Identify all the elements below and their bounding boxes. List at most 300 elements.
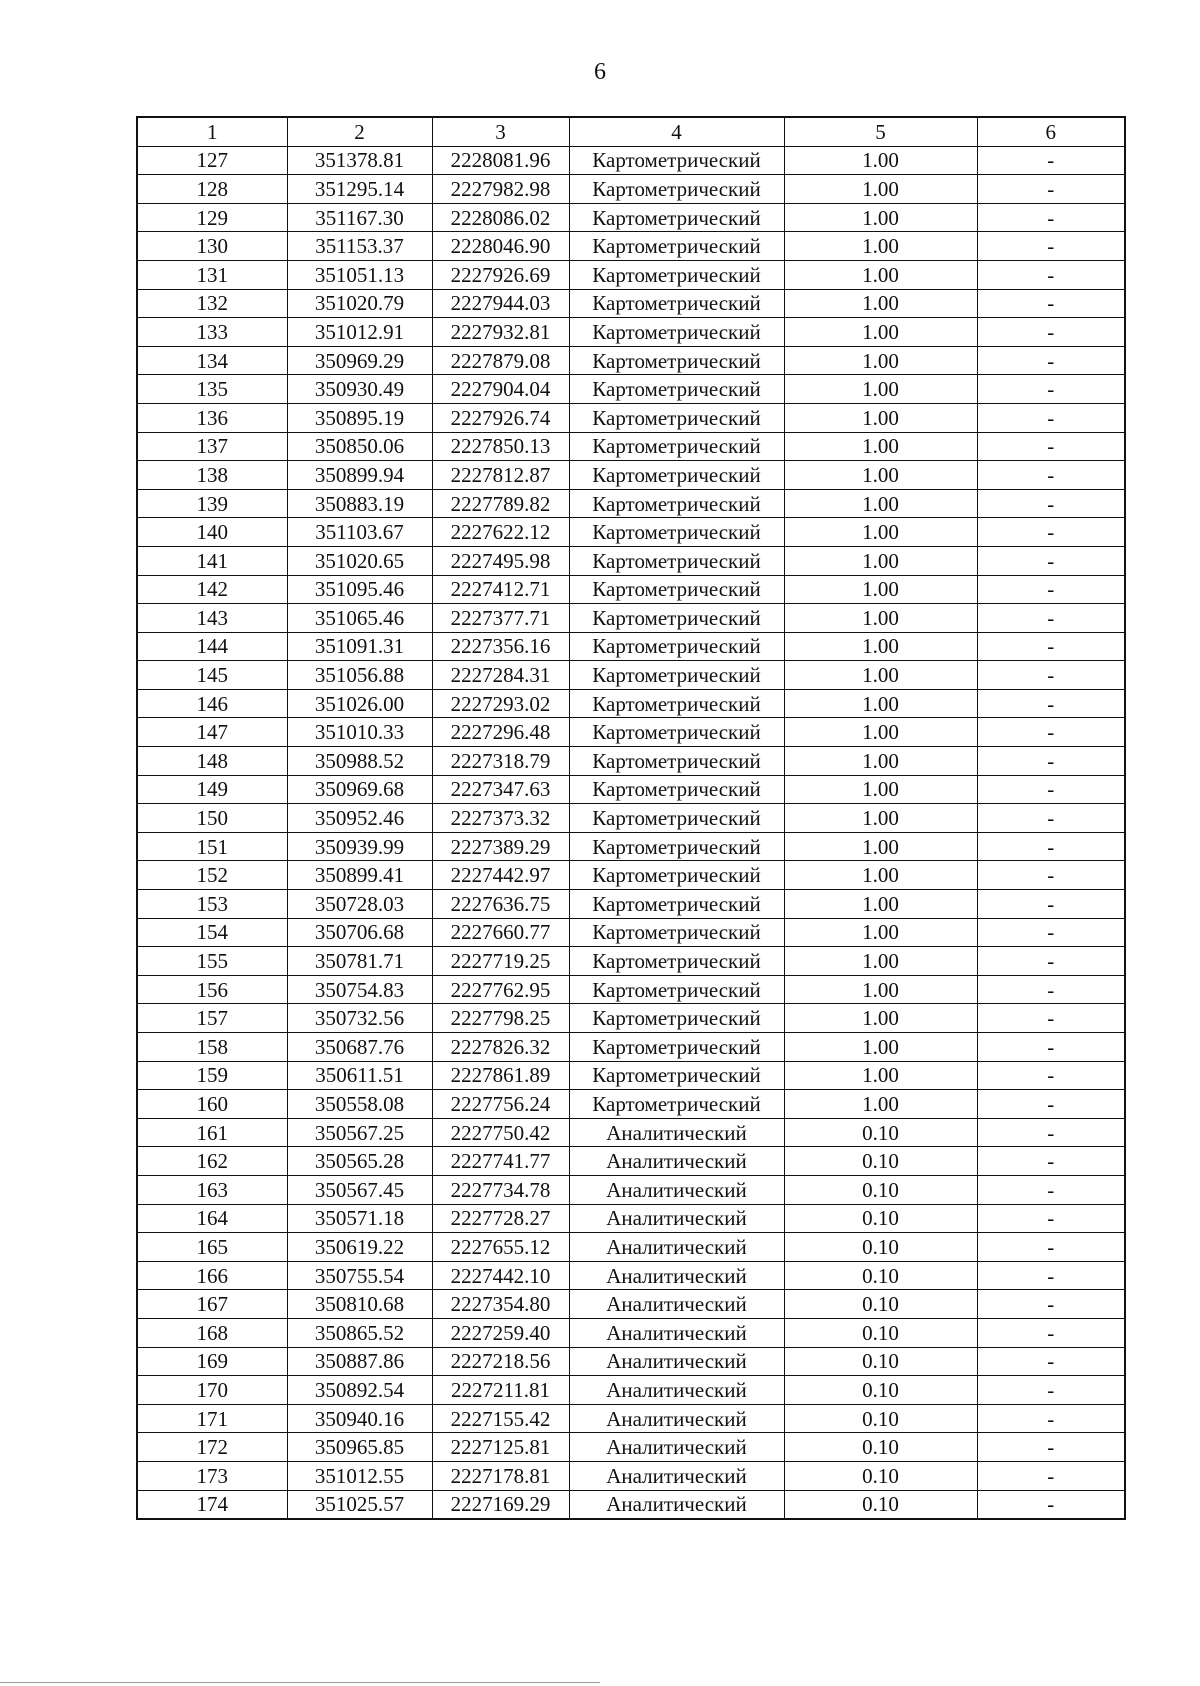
- point-number-cell: 149: [137, 775, 287, 804]
- table-row: [137, 1318, 1125, 1347]
- accuracy-cell: 0.10: [784, 1318, 977, 1347]
- method-cell: Картометрический: [569, 175, 784, 204]
- accuracy-cell: 1.00: [784, 575, 977, 604]
- method-cell: Аналитический: [569, 1404, 784, 1433]
- y-coordinate-cell: 2227861.89: [432, 1061, 569, 1090]
- description-cell: -: [977, 461, 1125, 490]
- table-row: [137, 832, 1125, 861]
- point-number-cell: 150: [137, 804, 287, 833]
- method-cell: Аналитический: [569, 1175, 784, 1204]
- table-row: [137, 232, 1125, 261]
- header-cell-6: 6: [977, 117, 1125, 146]
- method-cell: Аналитический: [569, 1261, 784, 1290]
- accuracy-cell: 1.00: [784, 461, 977, 490]
- x-coordinate-cell: 351010.33: [287, 718, 432, 747]
- y-coordinate-cell: 2227719.25: [432, 947, 569, 976]
- method-cell: Аналитический: [569, 1490, 784, 1519]
- point-number-cell: 146: [137, 689, 287, 718]
- table-row: [137, 689, 1125, 718]
- point-number-cell: 170: [137, 1376, 287, 1405]
- x-coordinate-cell: 350850.06: [287, 432, 432, 461]
- accuracy-cell: 0.10: [784, 1461, 977, 1490]
- description-cell: -: [977, 1147, 1125, 1176]
- accuracy-cell: 1.00: [784, 1004, 977, 1033]
- point-number-cell: 141: [137, 546, 287, 575]
- table-row: [137, 375, 1125, 404]
- y-coordinate-cell: 2227259.40: [432, 1318, 569, 1347]
- header-cell-2: 2: [287, 117, 432, 146]
- table-header: [137, 117, 1125, 146]
- method-cell: Картометрический: [569, 632, 784, 661]
- method-cell: Картометрический: [569, 661, 784, 690]
- point-number-cell: 137: [137, 432, 287, 461]
- table-row: [137, 947, 1125, 976]
- description-cell: -: [977, 432, 1125, 461]
- accuracy-cell: 1.00: [784, 1033, 977, 1062]
- description-cell: -: [977, 1061, 1125, 1090]
- x-coordinate-cell: 350899.94: [287, 461, 432, 490]
- description-cell: -: [977, 1004, 1125, 1033]
- x-coordinate-cell: 350706.68: [287, 918, 432, 947]
- description-cell: -: [977, 1404, 1125, 1433]
- description-cell: -: [977, 718, 1125, 747]
- description-cell: -: [977, 1118, 1125, 1147]
- x-coordinate-cell: 350865.52: [287, 1318, 432, 1347]
- description-cell: -: [977, 289, 1125, 318]
- y-coordinate-cell: 2227904.04: [432, 375, 569, 404]
- point-number-cell: 174: [137, 1490, 287, 1519]
- description-cell: -: [977, 1461, 1125, 1490]
- x-coordinate-cell: 351012.91: [287, 318, 432, 347]
- y-coordinate-cell: 2227982.98: [432, 175, 569, 204]
- x-coordinate-cell: 351167.30: [287, 203, 432, 232]
- method-cell: Картометрический: [569, 747, 784, 776]
- x-coordinate-cell: 350728.03: [287, 890, 432, 919]
- y-coordinate-cell: 2227636.75: [432, 890, 569, 919]
- x-coordinate-cell: 350969.68: [287, 775, 432, 804]
- accuracy-cell: 0.10: [784, 1175, 977, 1204]
- x-coordinate-cell: 351065.46: [287, 604, 432, 633]
- method-cell: Картометрический: [569, 375, 784, 404]
- x-coordinate-cell: 351295.14: [287, 175, 432, 204]
- y-coordinate-cell: 2227944.03: [432, 289, 569, 318]
- table-row: [137, 1175, 1125, 1204]
- point-number-cell: 160: [137, 1090, 287, 1119]
- accuracy-cell: 1.00: [784, 1090, 977, 1119]
- y-coordinate-cell: 2227318.79: [432, 747, 569, 776]
- table-row: [137, 1347, 1125, 1376]
- point-number-cell: 167: [137, 1290, 287, 1319]
- accuracy-cell: 0.10: [784, 1118, 977, 1147]
- description-cell: -: [977, 1433, 1125, 1462]
- accuracy-cell: 1.00: [784, 146, 977, 175]
- description-cell: -: [977, 1233, 1125, 1262]
- point-number-cell: 130: [137, 232, 287, 261]
- method-cell: Аналитический: [569, 1318, 784, 1347]
- y-coordinate-cell: 2227812.87: [432, 461, 569, 490]
- table-row: [137, 775, 1125, 804]
- description-cell: -: [977, 1033, 1125, 1062]
- accuracy-cell: 1.00: [784, 232, 977, 261]
- method-cell: Картометрический: [569, 918, 784, 947]
- coordinates-table: [136, 116, 1126, 1520]
- x-coordinate-cell: 351153.37: [287, 232, 432, 261]
- y-coordinate-cell: 2227284.31: [432, 661, 569, 690]
- accuracy-cell: 1.00: [784, 632, 977, 661]
- y-coordinate-cell: 2227293.02: [432, 689, 569, 718]
- description-cell: -: [977, 518, 1125, 547]
- description-cell: -: [977, 804, 1125, 833]
- accuracy-cell: 1.00: [784, 432, 977, 461]
- accuracy-cell: 1.00: [784, 775, 977, 804]
- x-coordinate-cell: 350988.52: [287, 747, 432, 776]
- y-coordinate-cell: 2228046.90: [432, 232, 569, 261]
- description-cell: -: [977, 975, 1125, 1004]
- y-coordinate-cell: 2227789.82: [432, 489, 569, 518]
- y-coordinate-cell: 2227211.81: [432, 1376, 569, 1405]
- y-coordinate-cell: 2227296.48: [432, 718, 569, 747]
- point-number-cell: 128: [137, 175, 287, 204]
- y-coordinate-cell: 2227734.78: [432, 1175, 569, 1204]
- table-row: [137, 661, 1125, 690]
- method-cell: Картометрический: [569, 346, 784, 375]
- table-row: [137, 1004, 1125, 1033]
- x-coordinate-cell: 350755.54: [287, 1261, 432, 1290]
- method-cell: Картометрический: [569, 890, 784, 919]
- table-row: [137, 918, 1125, 947]
- point-number-cell: 151: [137, 832, 287, 861]
- x-coordinate-cell: 350940.16: [287, 1404, 432, 1433]
- method-cell: Картометрический: [569, 861, 784, 890]
- method-cell: Картометрический: [569, 203, 784, 232]
- scan-edge-rule: [0, 1682, 600, 1683]
- method-cell: Картометрический: [569, 461, 784, 490]
- x-coordinate-cell: 351103.67: [287, 518, 432, 547]
- point-number-cell: 165: [137, 1233, 287, 1262]
- x-coordinate-cell: 350892.54: [287, 1376, 432, 1405]
- x-coordinate-cell: 350619.22: [287, 1233, 432, 1262]
- table-row: [137, 1147, 1125, 1176]
- point-number-cell: 169: [137, 1347, 287, 1376]
- accuracy-cell: 1.00: [784, 260, 977, 289]
- y-coordinate-cell: 2227155.42: [432, 1404, 569, 1433]
- point-number-cell: 136: [137, 403, 287, 432]
- method-cell: Картометрический: [569, 432, 784, 461]
- point-number-cell: 138: [137, 461, 287, 490]
- y-coordinate-cell: 2227412.71: [432, 575, 569, 604]
- x-coordinate-cell: 350567.25: [287, 1118, 432, 1147]
- table-row: [137, 975, 1125, 1004]
- table-row: [137, 1490, 1125, 1519]
- x-coordinate-cell: 350732.56: [287, 1004, 432, 1033]
- accuracy-cell: 0.10: [784, 1490, 977, 1519]
- x-coordinate-cell: 350965.85: [287, 1433, 432, 1462]
- description-cell: -: [977, 1090, 1125, 1119]
- description-cell: -: [977, 203, 1125, 232]
- y-coordinate-cell: 2227442.97: [432, 861, 569, 890]
- y-coordinate-cell: 2227750.42: [432, 1118, 569, 1147]
- header-cell-1: 1: [137, 117, 287, 146]
- y-coordinate-cell: 2227879.08: [432, 346, 569, 375]
- table-row: [137, 175, 1125, 204]
- y-coordinate-cell: 2228081.96: [432, 146, 569, 175]
- table-row: [137, 432, 1125, 461]
- point-number-cell: 164: [137, 1204, 287, 1233]
- table-row: [137, 489, 1125, 518]
- accuracy-cell: 1.00: [784, 804, 977, 833]
- description-cell: -: [977, 1318, 1125, 1347]
- point-number-cell: 135: [137, 375, 287, 404]
- method-cell: Картометрический: [569, 947, 784, 976]
- table-row: [137, 260, 1125, 289]
- y-coordinate-cell: 2227218.56: [432, 1347, 569, 1376]
- x-coordinate-cell: 350571.18: [287, 1204, 432, 1233]
- y-coordinate-cell: 2227660.77: [432, 918, 569, 947]
- method-cell: Аналитический: [569, 1461, 784, 1490]
- y-coordinate-cell: 2227354.80: [432, 1290, 569, 1319]
- x-coordinate-cell: 350687.76: [287, 1033, 432, 1062]
- accuracy-cell: 1.00: [784, 747, 977, 776]
- description-cell: -: [977, 575, 1125, 604]
- accuracy-cell: 1.00: [784, 489, 977, 518]
- header-cell-3: 3: [432, 117, 569, 146]
- method-cell: Аналитический: [569, 1204, 784, 1233]
- table-row: [137, 289, 1125, 318]
- accuracy-cell: 1.00: [784, 318, 977, 347]
- x-coordinate-cell: 350567.45: [287, 1175, 432, 1204]
- method-cell: Картометрический: [569, 1033, 784, 1062]
- x-coordinate-cell: 350810.68: [287, 1290, 432, 1319]
- accuracy-cell: 1.00: [784, 918, 977, 947]
- point-number-cell: 172: [137, 1433, 287, 1462]
- header-row: [137, 117, 1125, 146]
- accuracy-cell: 1.00: [784, 604, 977, 633]
- y-coordinate-cell: 2227728.27: [432, 1204, 569, 1233]
- accuracy-cell: 1.00: [784, 718, 977, 747]
- description-cell: -: [977, 346, 1125, 375]
- y-coordinate-cell: 2227932.81: [432, 318, 569, 347]
- table-row: [137, 632, 1125, 661]
- accuracy-cell: 1.00: [784, 832, 977, 861]
- x-coordinate-cell: 350565.28: [287, 1147, 432, 1176]
- table-row: [137, 890, 1125, 919]
- method-cell: Картометрический: [569, 1090, 784, 1119]
- point-number-cell: 134: [137, 346, 287, 375]
- point-number-cell: 139: [137, 489, 287, 518]
- accuracy-cell: 1.00: [784, 689, 977, 718]
- method-cell: Картометрический: [569, 518, 784, 547]
- point-number-cell: 153: [137, 890, 287, 919]
- accuracy-cell: 0.10: [784, 1404, 977, 1433]
- table-row: [137, 546, 1125, 575]
- x-coordinate-cell: 351051.13: [287, 260, 432, 289]
- x-coordinate-cell: 350952.46: [287, 804, 432, 833]
- point-number-cell: 143: [137, 604, 287, 633]
- method-cell: Аналитический: [569, 1376, 784, 1405]
- x-coordinate-cell: 350883.19: [287, 489, 432, 518]
- accuracy-cell: 1.00: [784, 1061, 977, 1090]
- point-number-cell: 144: [137, 632, 287, 661]
- description-cell: -: [977, 947, 1125, 976]
- accuracy-cell: 0.10: [784, 1233, 977, 1262]
- x-coordinate-cell: 351056.88: [287, 661, 432, 690]
- point-number-cell: 173: [137, 1461, 287, 1490]
- point-number-cell: 159: [137, 1061, 287, 1090]
- y-coordinate-cell: 2227655.12: [432, 1233, 569, 1262]
- method-cell: Картометрический: [569, 832, 784, 861]
- point-number-cell: 145: [137, 661, 287, 690]
- x-coordinate-cell: 350558.08: [287, 1090, 432, 1119]
- description-cell: -: [977, 632, 1125, 661]
- method-cell: Картометрический: [569, 1061, 784, 1090]
- x-coordinate-cell: 350781.71: [287, 947, 432, 976]
- x-coordinate-cell: 351012.55: [287, 1461, 432, 1490]
- table-row: [137, 1461, 1125, 1490]
- table-row: [137, 1261, 1125, 1290]
- y-coordinate-cell: 2227495.98: [432, 546, 569, 575]
- table-row: [137, 318, 1125, 347]
- point-number-cell: 158: [137, 1033, 287, 1062]
- y-coordinate-cell: 2227125.81: [432, 1433, 569, 1462]
- description-cell: -: [977, 1347, 1125, 1376]
- accuracy-cell: 1.00: [784, 203, 977, 232]
- description-cell: -: [977, 689, 1125, 718]
- x-coordinate-cell: 350930.49: [287, 375, 432, 404]
- table-row: [137, 1033, 1125, 1062]
- table-row: [137, 1204, 1125, 1233]
- point-number-cell: 127: [137, 146, 287, 175]
- point-number-cell: 147: [137, 718, 287, 747]
- point-number-cell: 132: [137, 289, 287, 318]
- x-coordinate-cell: 350895.19: [287, 403, 432, 432]
- point-number-cell: 148: [137, 747, 287, 776]
- x-coordinate-cell: 351091.31: [287, 632, 432, 661]
- accuracy-cell: 0.10: [784, 1290, 977, 1319]
- description-cell: -: [977, 747, 1125, 776]
- y-coordinate-cell: 2227389.29: [432, 832, 569, 861]
- point-number-cell: 140: [137, 518, 287, 547]
- accuracy-cell: 1.00: [784, 947, 977, 976]
- method-cell: Аналитический: [569, 1118, 784, 1147]
- point-number-cell: 161: [137, 1118, 287, 1147]
- method-cell: Картометрический: [569, 289, 784, 318]
- description-cell: -: [977, 375, 1125, 404]
- point-number-cell: 163: [137, 1175, 287, 1204]
- table-row: [137, 1061, 1125, 1090]
- method-cell: Аналитический: [569, 1347, 784, 1376]
- header-cell-5: 5: [784, 117, 977, 146]
- description-cell: -: [977, 890, 1125, 919]
- method-cell: Картометрический: [569, 489, 784, 518]
- x-coordinate-cell: 351025.57: [287, 1490, 432, 1519]
- table-row: [137, 146, 1125, 175]
- accuracy-cell: 0.10: [784, 1147, 977, 1176]
- table-row: [137, 403, 1125, 432]
- table-row: [137, 804, 1125, 833]
- accuracy-cell: 1.00: [784, 518, 977, 547]
- table-row: [137, 518, 1125, 547]
- y-coordinate-cell: 2227622.12: [432, 518, 569, 547]
- description-cell: -: [977, 1175, 1125, 1204]
- x-coordinate-cell: 351020.79: [287, 289, 432, 318]
- x-coordinate-cell: 351026.00: [287, 689, 432, 718]
- accuracy-cell: 0.10: [784, 1347, 977, 1376]
- y-coordinate-cell: 2227178.81: [432, 1461, 569, 1490]
- accuracy-cell: 1.00: [784, 346, 977, 375]
- description-cell: -: [977, 861, 1125, 890]
- method-cell: Картометрический: [569, 718, 784, 747]
- y-coordinate-cell: 2227826.32: [432, 1033, 569, 1062]
- y-coordinate-cell: 2227347.63: [432, 775, 569, 804]
- y-coordinate-cell: 2227926.69: [432, 260, 569, 289]
- point-number-cell: 171: [137, 1404, 287, 1433]
- method-cell: Картометрический: [569, 403, 784, 432]
- accuracy-cell: 1.00: [784, 661, 977, 690]
- method-cell: Картометрический: [569, 146, 784, 175]
- description-cell: -: [977, 232, 1125, 261]
- x-coordinate-cell: 350887.86: [287, 1347, 432, 1376]
- point-number-cell: 142: [137, 575, 287, 604]
- description-cell: -: [977, 318, 1125, 347]
- accuracy-cell: 1.00: [784, 975, 977, 1004]
- point-number-cell: 129: [137, 203, 287, 232]
- method-cell: Картометрический: [569, 318, 784, 347]
- point-number-cell: 156: [137, 975, 287, 1004]
- method-cell: Картометрический: [569, 775, 784, 804]
- y-coordinate-cell: 2227762.95: [432, 975, 569, 1004]
- table-row: [137, 346, 1125, 375]
- method-cell: Картометрический: [569, 575, 784, 604]
- point-number-cell: 131: [137, 260, 287, 289]
- y-coordinate-cell: 2228086.02: [432, 203, 569, 232]
- point-number-cell: 168: [137, 1318, 287, 1347]
- description-cell: -: [977, 1204, 1125, 1233]
- description-cell: -: [977, 1290, 1125, 1319]
- accuracy-cell: 0.10: [784, 1261, 977, 1290]
- table-row: [137, 575, 1125, 604]
- method-cell: Аналитический: [569, 1290, 784, 1319]
- x-coordinate-cell: 350754.83: [287, 975, 432, 1004]
- x-coordinate-cell: 350969.29: [287, 346, 432, 375]
- description-cell: -: [977, 775, 1125, 804]
- accuracy-cell: 1.00: [784, 175, 977, 204]
- page-number: 6: [594, 59, 606, 85]
- y-coordinate-cell: 2227798.25: [432, 1004, 569, 1033]
- description-cell: -: [977, 918, 1125, 947]
- description-cell: -: [977, 175, 1125, 204]
- accuracy-cell: 0.10: [784, 1433, 977, 1462]
- description-cell: -: [977, 1261, 1125, 1290]
- accuracy-cell: 1.00: [784, 289, 977, 318]
- description-cell: -: [977, 832, 1125, 861]
- description-cell: -: [977, 1376, 1125, 1405]
- method-cell: Картометрический: [569, 689, 784, 718]
- table-row: [137, 604, 1125, 633]
- method-cell: Аналитический: [569, 1433, 784, 1462]
- table-body: [137, 146, 1125, 1519]
- x-coordinate-cell: 351378.81: [287, 146, 432, 175]
- description-cell: -: [977, 146, 1125, 175]
- x-coordinate-cell: 350939.99: [287, 832, 432, 861]
- table-row: [137, 1433, 1125, 1462]
- method-cell: Аналитический: [569, 1147, 784, 1176]
- accuracy-cell: 1.00: [784, 403, 977, 432]
- y-coordinate-cell: 2227356.16: [432, 632, 569, 661]
- point-number-cell: 157: [137, 1004, 287, 1033]
- method-cell: Картометрический: [569, 975, 784, 1004]
- method-cell: Картометрический: [569, 546, 784, 575]
- y-coordinate-cell: 2227373.32: [432, 804, 569, 833]
